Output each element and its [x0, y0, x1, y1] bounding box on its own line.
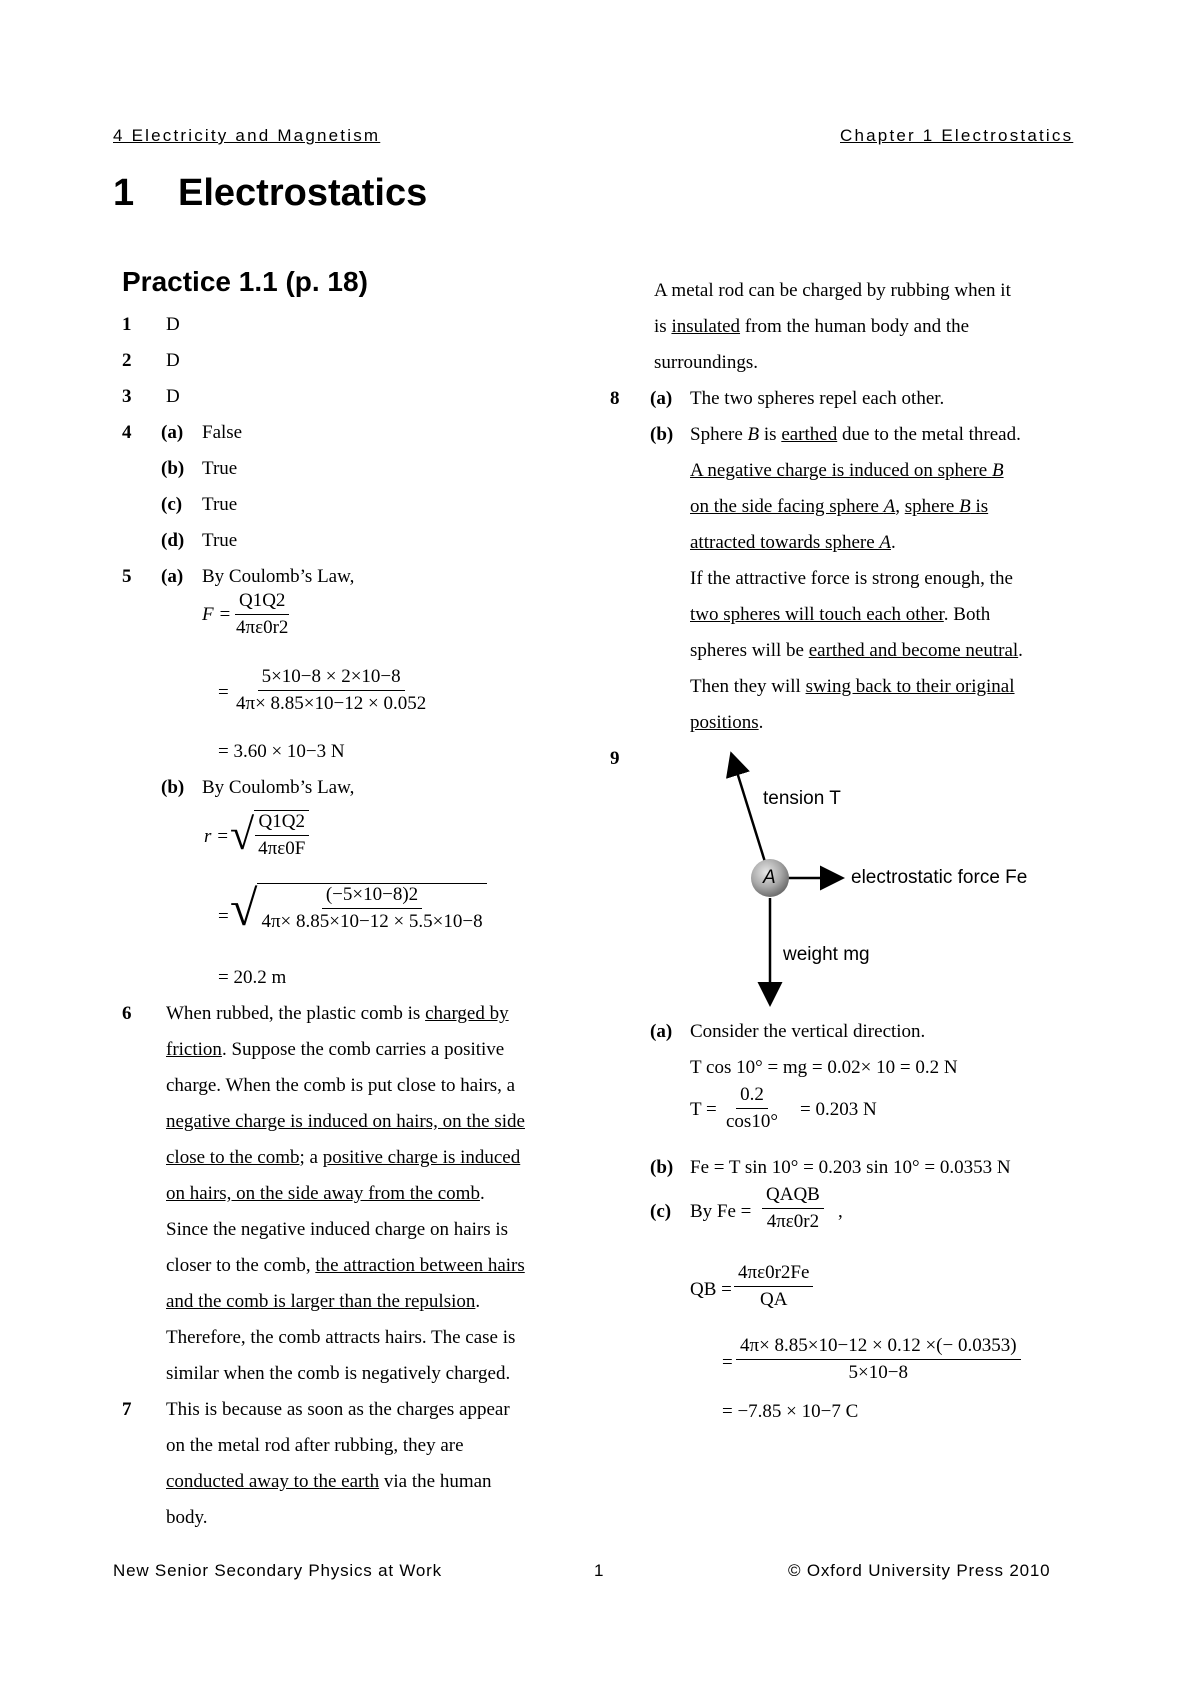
q9c-lhs: QB = [690, 1279, 732, 1300]
q6-line: When rubbed, the plastic comb is charged by [166, 1003, 509, 1024]
question-number-9: 9 [610, 748, 620, 769]
q6-line: Since the negative induced charge on hairs is [166, 1219, 509, 1240]
q4-part-answer: True [202, 530, 238, 551]
q4-part-label: (c) [161, 494, 183, 515]
q8a-label: (a) [650, 388, 673, 409]
sqrt-icon: √ [230, 880, 258, 936]
chapter-number: 1 [113, 172, 135, 214]
q5a-label: (a) [161, 566, 184, 587]
footer-left: New Senior Secondary Physics at Work [113, 1561, 442, 1580]
fraction-denominator: 4π× 8.85×10−12 × 0.052 [236, 693, 427, 714]
question-number-2: 2 [122, 350, 132, 371]
answer-1: D [166, 314, 180, 335]
q9c-label: (c) [650, 1201, 672, 1222]
q8b-line: spheres will be earthed and become neutral. [690, 640, 1023, 661]
header-right: Chapter 1 Electrostatics [840, 126, 1074, 145]
fraction-numerator: QAQB [762, 1184, 824, 1209]
sphere-label: A [763, 867, 776, 888]
answer-2: D [166, 350, 180, 371]
q5b-sqrt-2 [230, 880, 487, 936]
q8b-line: positions. [690, 712, 764, 733]
q8b-line: A negative charge is induced on sphere B [690, 460, 1004, 481]
q4-part-label: (d) [161, 530, 185, 551]
q7-line: This is because as soon as the charges appear [166, 1399, 510, 1420]
fraction-denominator: cos10° [726, 1111, 778, 1132]
q7-line: conducted away to the earth via the human [166, 1471, 492, 1492]
fraction-numerator: 4πε0r2Fe [734, 1262, 813, 1287]
q5b-label: (b) [161, 777, 185, 798]
q6-line: similar when the comb is negatively charged. [166, 1363, 511, 1384]
q8b-line: two spheres will touch each other. Both [690, 604, 991, 625]
fraction-denominator: QA [759, 1289, 788, 1310]
q5a-result: = 3.60 × 10−3 N [218, 741, 345, 762]
q4-part-answer: True [202, 458, 238, 479]
fraction-numerator: 5×10−8 × 2×10−8 [258, 666, 405, 691]
q8b-line: attracted towards sphere A. [690, 532, 896, 553]
tension-label: tension T [763, 788, 841, 809]
weight-label: weight mg [783, 944, 870, 965]
q8b-line: Sphere B is earthed due to the metal thread. [690, 424, 1021, 445]
q6-line: friction. Suppose the comb carries a positive [166, 1039, 505, 1060]
fraction-denominator: 4πε0F [258, 838, 306, 859]
q8b-line: Then they will swing back to their original [690, 676, 1015, 697]
q7-line: is insulated from the human body and the [654, 316, 970, 337]
q5b-sqrt-1 [230, 810, 309, 860]
header-left: 4 Electricity and Magnetism [113, 126, 381, 145]
q8b-line: If the attractive force is strong enough, the [690, 568, 1013, 589]
q6-line: Therefore, the comb attracts hairs. The case is [166, 1327, 516, 1348]
q7-line: surroundings. [654, 352, 758, 373]
fraction-numerator: Q1Q2 [255, 811, 309, 836]
q8b-label: (b) [650, 424, 674, 445]
q5b-result: = 20.2 m [218, 967, 287, 988]
q7-line: A metal rod can be charged by rubbing when it [654, 280, 1011, 301]
question-number-8: 8 [610, 388, 620, 409]
q9c-by: By Fe = [690, 1201, 752, 1222]
q9c-equals: = [722, 1352, 733, 1373]
q9c-fraction-3 [736, 1335, 1021, 1384]
q7-line: body. [166, 1507, 208, 1528]
q6-line: close to the comb; a positive charge is induced [166, 1147, 521, 1168]
page-title: Electrostatics [178, 172, 428, 214]
footer-right: © Oxford University Press 2010 [788, 1561, 1051, 1580]
fraction-numerator: 4π× 8.85×10−12 × 0.12 ×(− 0.0353) [736, 1335, 1021, 1360]
q9b-text: Fe = T sin 10° = 0.203 sin 10° = 0.0353 N [690, 1157, 1011, 1178]
q9a-lhs: T = [690, 1099, 717, 1120]
electrostatic-force-label: electrostatic force Fe [851, 867, 1028, 888]
fraction-denominator: 4πε0r2 [236, 617, 289, 638]
question-number-1: 1 [122, 314, 132, 335]
q9a-result: = 0.203 N [800, 1099, 877, 1120]
q4-part-answer: True [202, 494, 238, 515]
question-number-5: 5 [122, 566, 132, 587]
fraction-numerator: 0.2 [736, 1084, 768, 1109]
q5b-intro: By Coulomb’s Law, [202, 777, 355, 798]
q9a-label: (a) [650, 1021, 673, 1042]
q6-line: negative charge is induced on hairs, on the side [166, 1111, 525, 1132]
q6-line: closer to the comb, the attraction between hairs [166, 1255, 525, 1276]
fraction-numerator: (−5×10−8)2 [322, 884, 422, 909]
q5a-intro: By Coulomb’s Law, [202, 566, 355, 587]
q8a-text: The two spheres repel each other. [690, 388, 945, 409]
q6-line: charge. When the comb is put close to hairs, a [166, 1075, 516, 1096]
fraction-numerator: Q1Q2 [235, 590, 289, 615]
q9a-equation: T cos 10° = mg = 0.02× 10 = 0.2 N [690, 1057, 958, 1078]
fraction-denominator: 5×10−8 [848, 1362, 908, 1383]
q6-line: on hairs, on the side away from the comb. [166, 1183, 485, 1204]
q4-part-label: (b) [161, 458, 185, 479]
q9a-text: Consider the vertical direction. [690, 1021, 926, 1042]
q4-part-answer: False [202, 422, 243, 443]
tension-arrow [732, 756, 770, 878]
question-number-4: 4 [122, 422, 132, 443]
question-number-7: 7 [122, 1399, 132, 1420]
q5b-equals: = [218, 906, 229, 927]
q5a-fraction-2 [232, 666, 430, 715]
fraction-denominator: 4πε0r2 [766, 1211, 820, 1232]
page-number: 1 [594, 1561, 605, 1580]
q8b-line: on the side facing sphere A, sphere B is [690, 496, 989, 517]
q9c-fraction-2 [734, 1262, 813, 1311]
q6-line: and the comb is larger than the repulsion. [166, 1291, 481, 1312]
q5a-fraction-1 [232, 590, 292, 639]
answer-3: D [166, 386, 180, 407]
q5a-lhs: F = [202, 604, 232, 625]
sqrt-icon: √ [230, 810, 255, 859]
section-heading: Practice 1.1 (p. 18) [122, 266, 368, 297]
question-number-6: 6 [122, 1003, 132, 1024]
q5a-equals: = [218, 682, 229, 703]
question-number-3: 3 [122, 386, 132, 407]
q9a-fraction [722, 1084, 782, 1133]
q7-line: on the metal rod after rubbing, they are [166, 1435, 464, 1456]
q9c-fraction-1 [762, 1184, 824, 1233]
q5b-lhs: r = [204, 826, 229, 847]
q9c-comma: , [838, 1201, 843, 1222]
q9c-result: = −7.85 × 10−7 C [722, 1401, 859, 1422]
fraction-denominator: 4π× 8.85×10−12 × 5.5×10−8 [261, 911, 483, 932]
q4-part-label: (a) [161, 422, 184, 443]
q9b-label: (b) [650, 1157, 674, 1178]
